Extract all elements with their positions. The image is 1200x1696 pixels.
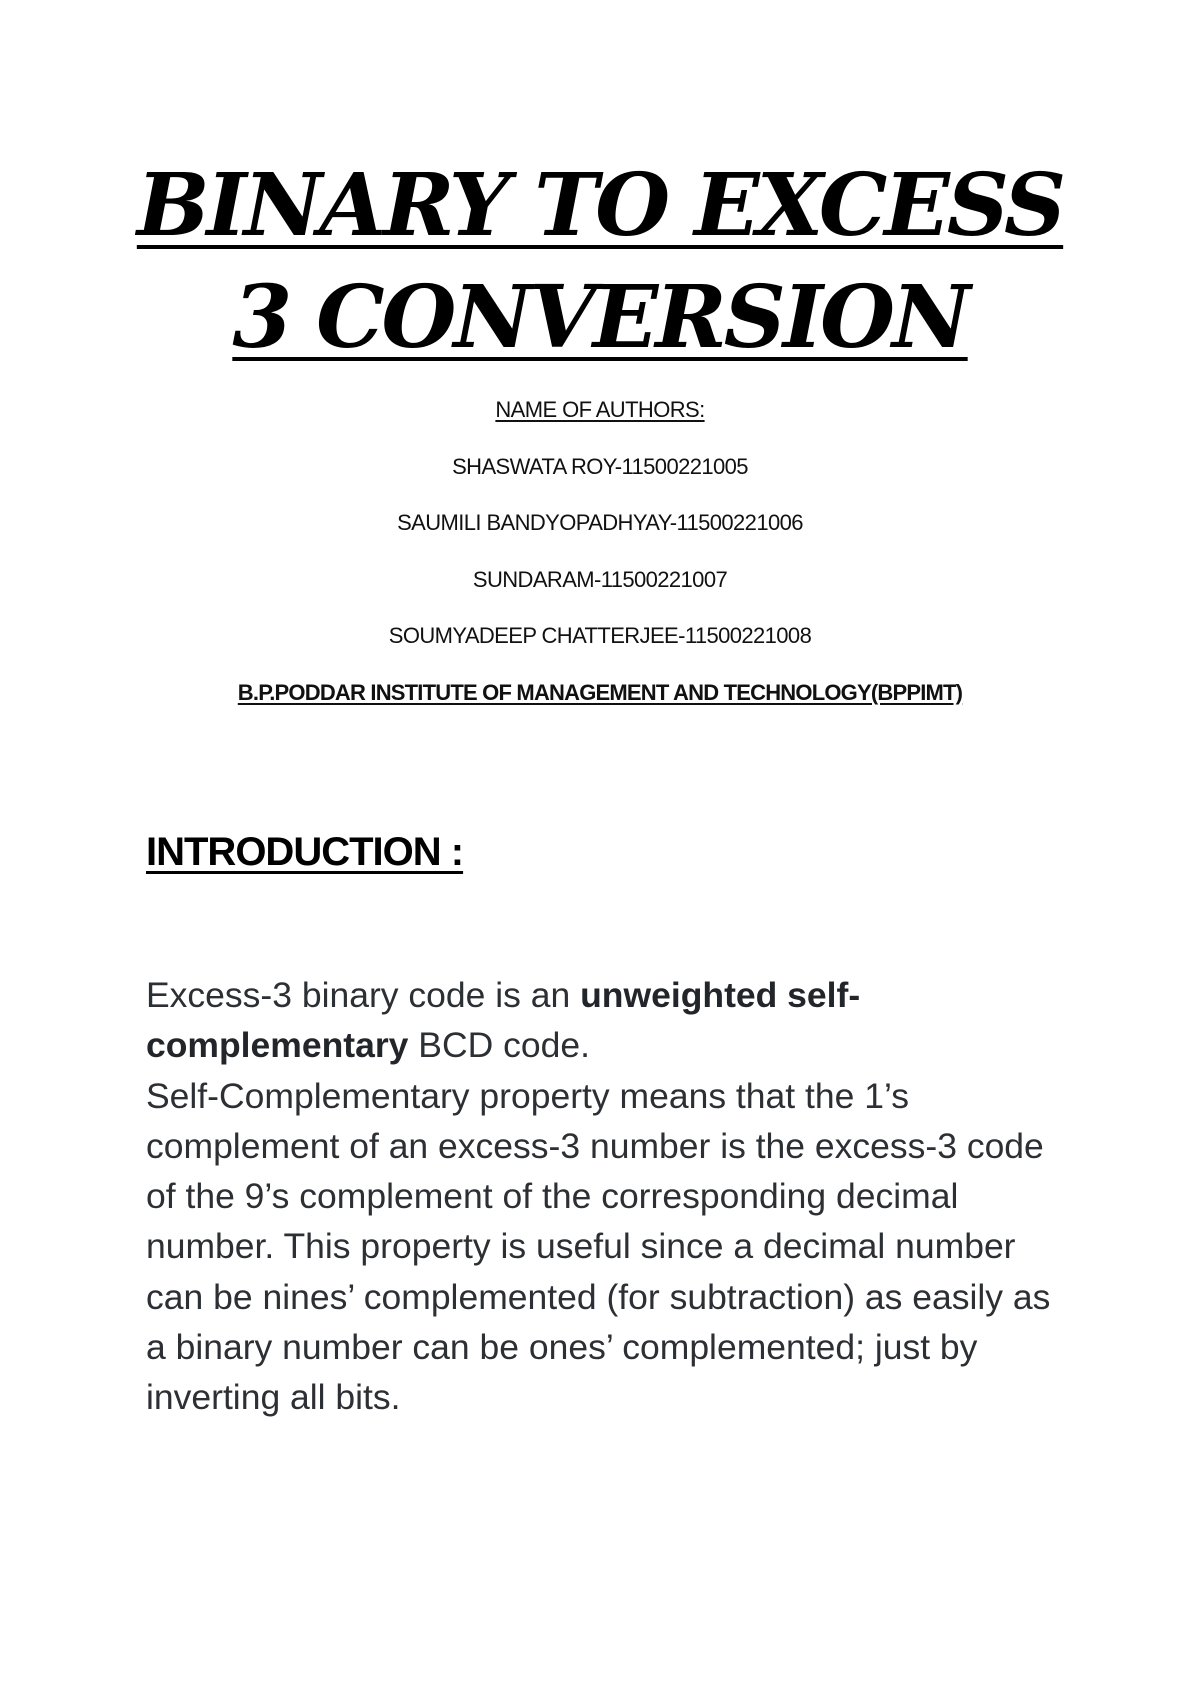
intro-text: Excess-3 binary code is an — [146, 975, 581, 1015]
author-name: SUNDARAM-11500221007 — [472, 566, 728, 592]
title-line-2: 3 CONVERSION — [232, 267, 968, 368]
intro-bold-term: unweighted self-complementary — [146, 975, 861, 1066]
authors-heading: NAME OF AUTHORS: — [495, 397, 705, 422]
document-title — [100, 150, 1100, 374]
authors-block — [100, 395, 1100, 734]
intro-paragraph-1 — [146, 970, 1076, 1071]
institute-name: B.P.PODDAR INSTITUTE OF MANAGEMENT AND TECHNOLOGY(BPPIMT) — [237, 679, 963, 705]
author-name: SHASWATA ROY-11500221005 — [452, 453, 748, 479]
introduction-heading: INTRODUCTION : — [146, 830, 464, 874]
intro-text: BCD code. — [408, 1025, 590, 1066]
author-name: SOUMYADEEP CHATTERJEE-11500221008 — [388, 623, 812, 648]
introduction-body — [146, 970, 1076, 1423]
title-line-1: BINARY TO EXCESS — [136, 155, 1064, 256]
author-name: SAUMILI BANDYOPADHYAY-11500221006 — [397, 510, 803, 535]
intro-paragraph-2: Self-Complementary property means that the 1’s complement of an excess-3 number is the excess-3 code of the 9’s complement of the corresponding decimal number. This property is useful since a decimal number can be nines’ complemented (for subtraction) as easily as a binary number can be ones’ complemented; just by inverting all bits. — [146, 1075, 1051, 1418]
